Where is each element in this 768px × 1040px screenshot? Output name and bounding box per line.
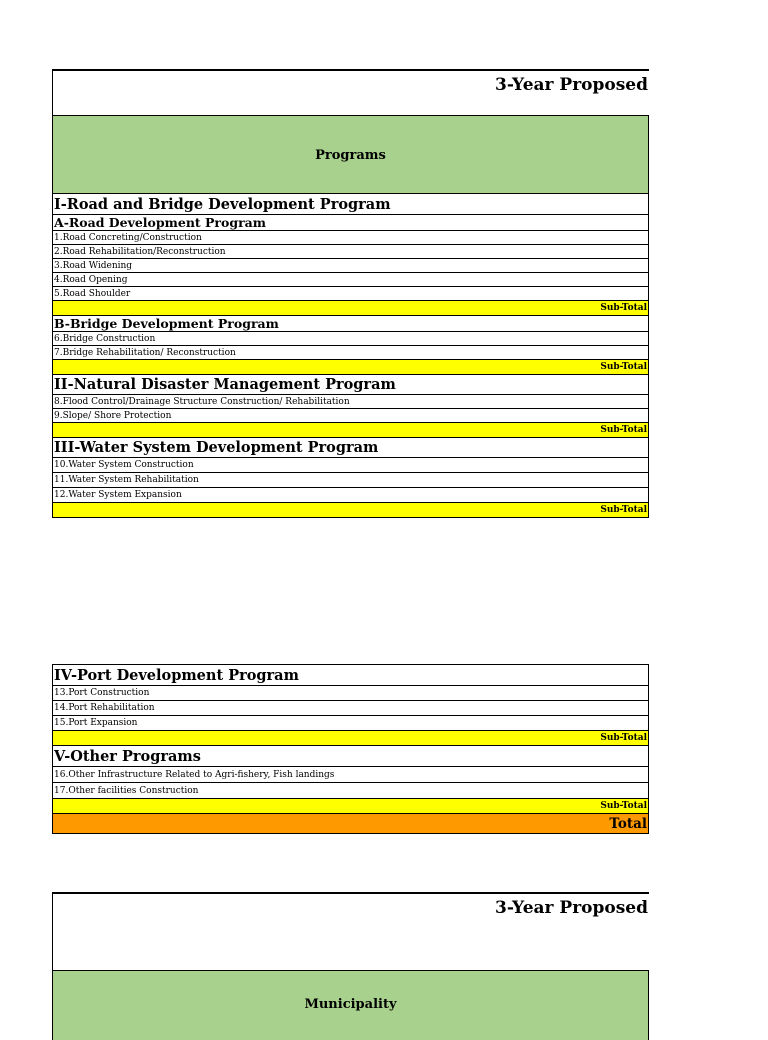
table-row: 16.Other Infrastructure Related to Agri-fishery, Fish landings <box>53 767 648 783</box>
sheet-title: 3-Year Proposed <box>495 898 648 918</box>
sheet-title: 3-Year Proposed <box>495 75 648 95</box>
table-row: 12.Water System Expansion <box>53 488 648 503</box>
program-heading-disaster: II-Natural Disaster Management Program <box>53 375 648 395</box>
program-table-b <box>52 664 649 834</box>
subprogram-heading-road: A-Road Development Program <box>53 215 648 231</box>
header-block-1 <box>52 69 649 194</box>
municipality-header-label: Municipality <box>304 997 397 1012</box>
title-cell <box>52 892 649 970</box>
program-heading-water: III-Water System Development Program <box>53 438 648 458</box>
subtotal-row: Sub-Total <box>53 423 648 438</box>
table-row: 10.Water System Construction <box>53 458 648 473</box>
table-row: 1.Road Concreting/Construction <box>53 231 648 245</box>
programs-header <box>52 115 649 194</box>
table-row: 8.Flood Control/Drainage Structure Construction/ Rehabilitation <box>53 395 648 409</box>
table-row: 13.Port Construction <box>53 686 648 701</box>
table-row: 3.Road Widening <box>53 259 648 273</box>
table-row: 14.Port Rehabilitation <box>53 701 648 716</box>
table-row: 11.Water System Rehabilitation <box>53 473 648 488</box>
table-row: 2.Road Rehabilitation/Reconstruction <box>53 245 648 259</box>
table-row: 9.Slope/ Shore Protection <box>53 409 648 423</box>
program-table-a <box>52 193 649 518</box>
program-heading-port: IV-Port Development Program <box>53 665 648 686</box>
subtotal-row: Sub-Total <box>53 731 648 746</box>
subtotal-row: Sub-Total <box>53 301 648 316</box>
municipality-header <box>52 970 649 1040</box>
subtotal-row: Sub-Total <box>53 799 648 814</box>
title-cell <box>52 69 649 115</box>
header-block-2 <box>52 892 649 1040</box>
subprogram-heading-bridge: B-Bridge Development Program <box>53 316 648 332</box>
subtotal-row: Sub-Total <box>53 360 648 375</box>
table-row: 17.Other facilities Construction <box>53 783 648 799</box>
table-row: 6.Bridge Construction <box>53 332 648 346</box>
table-row: 7.Bridge Rehabilitation/ Reconstruction <box>53 346 648 360</box>
table-row: 15.Port Expansion <box>53 716 648 731</box>
grand-total-row: Total <box>53 814 648 834</box>
subtotal-row: Sub-Total <box>53 503 648 518</box>
programs-header-label: Programs <box>315 147 386 163</box>
program-heading-other: V-Other Programs <box>53 746 648 767</box>
program-heading-road-bridge: I-Road and Bridge Development Program <box>53 194 648 215</box>
table-row: 4.Road Opening <box>53 273 648 287</box>
table-row: 5.Road Shoulder <box>53 287 648 301</box>
